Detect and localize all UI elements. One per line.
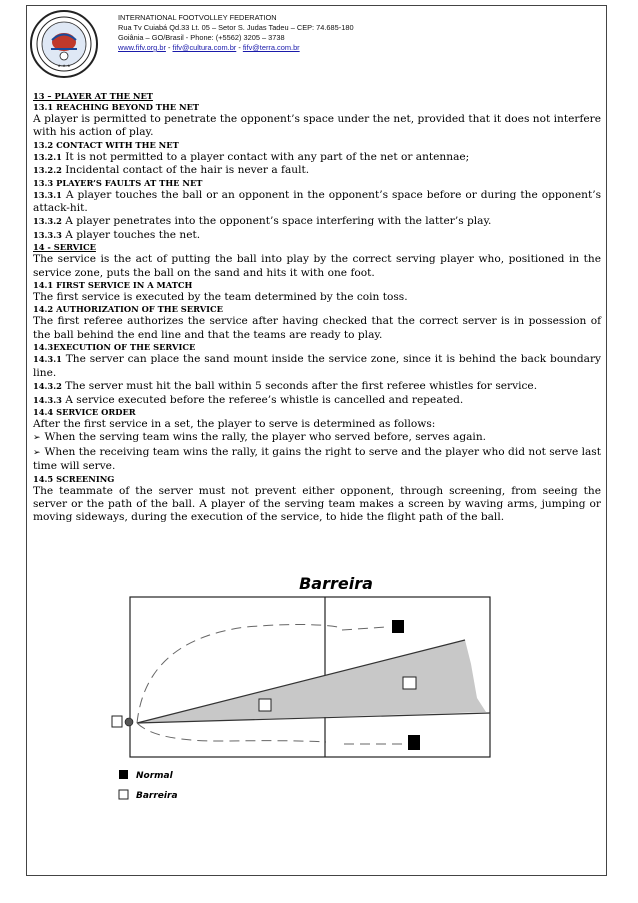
opponent-marker-top: [392, 620, 404, 633]
para-14-3-2: 14.3.2 The server must hit the ball within 5 seconds after the first referee whistles for service.: [33, 380, 538, 393]
opponent-marker-screened: [403, 677, 416, 689]
bullet-14-4-1: ➢ When the serving team wins the rally, the player who served before, serves again.: [33, 431, 601, 445]
heading-14-2: 14.2 AUTHORIZATION OF THE SERVICE: [33, 304, 223, 315]
para-13-2-1: 13.2.1 It is not permitted to a player contact with any part of the net or antennae;: [33, 150, 470, 163]
opponent-marker-bottom: [408, 735, 420, 750]
city-phone: Goiânia – GO/Brasil - Phone: (+5562) 3205 – 3738: [118, 33, 285, 42]
screening-teammate-marker: [259, 699, 271, 711]
heading-14: 14 - SERVICE: [33, 242, 96, 253]
heading-14-4: 14.4 SERVICE ORDER: [33, 406, 136, 417]
address: Rua Tv Cuiabá Qd.33 Lt. 05 – Setor S. Judas Tadeu – CEP: 74.685-180: [118, 23, 354, 32]
para-14-2: The first referee authorizes the service after having checked that the correct server is in possession of the ball behind the end line and that the teams are ready to play.: [33, 315, 601, 341]
diagram-title: Barreira: [299, 574, 373, 593]
org-name: INTERNATIONAL FOOTVOLLEY FEDERATION: [118, 13, 277, 22]
para-13-3-1: 13.3.1 A player touches the ball or an opponent in the opponent’s space before or during the opponent’s attack-hit.: [33, 188, 601, 215]
para-14-1: The first service is executed by the team determined by the coin toss.: [33, 291, 408, 304]
ball-icon: [125, 718, 133, 726]
server-player-marker: [112, 716, 122, 727]
legend-normal-swatch: [119, 770, 128, 779]
federation-logo: [29, 9, 99, 79]
heading-13-3: 13.3 PLAYER’S FAULTS AT THE NET: [33, 177, 203, 188]
legend-barreira-label: Barreira: [136, 791, 178, 801]
heading-14-1: 14.1 FIRST SERVICE IN A MATCH: [33, 280, 193, 291]
heading-14-3: 14.3EXECUTION OF THE SERVICE: [33, 342, 196, 353]
heading-13: 13 – PLAYER AT THE NET: [33, 91, 153, 101]
para-13-2-2: 13.2.2 Incidental contact of the hair is never a fault.: [33, 164, 310, 177]
para-14-5: The teammate of the server must not prevent either opponent, through screening, from seeing the server or the path of the ball. A player of the serving team makes a screen by waving arms, jumping or moving sideways, during the execution of the service, to hide the flight path of the ball.: [33, 484, 601, 524]
bullet-14-4-2: ➢ When the receiving team wins the rally, it gains the right to serve and the player who did not serve last time will serve.: [33, 446, 601, 474]
para-13-1: A player is permitted to penetrate the opponent’s space under the net, provided that it does not interfere with his action of play.: [33, 113, 601, 139]
email-link-terra[interactable]: fifv@terra.com.br: [242, 43, 300, 52]
para-14-3-3: 14.3.3 A service executed before the referee’s whistle is cancelled and repeated.: [33, 393, 464, 406]
site-link[interactable]: www.fifv.org.br: [118, 43, 166, 52]
email-link-cultura[interactable]: fifv@cultura.com.br: [172, 43, 237, 52]
rules-text: [33, 91, 601, 525]
para-13-3-3: 13.3.3 A player touches the net.: [33, 228, 201, 241]
heading-14-5: 14.5 SCREENING: [33, 473, 115, 484]
para-13-3-2: 13.3.2 A player penetrates into the opponent’s space interfering with the latter’s play.: [33, 215, 492, 228]
heading-13-1: 13.1 REACHING BEYOND THE NET: [33, 102, 200, 112]
links-line: www.fifv.org.br - fifv@cultura.com.br - fifv@terra.com.br: [118, 43, 300, 52]
screening-diagram: [106, 570, 516, 810]
para-14-4: After the first service in a set, the player to serve is determined as follows:: [33, 417, 436, 430]
para-14-3-1: 14.3.1 The server can place the sand mount inside the service zone, since it is behind the back boundary line.: [33, 353, 601, 379]
letterhead: [118, 13, 354, 53]
legend-barreira-swatch: [119, 790, 128, 799]
legend-normal-label: Normal: [136, 771, 173, 781]
heading-13-2: 13.2 CONTACT WITH THE NET: [33, 139, 179, 150]
para-14: The service is the act of putting the ball into play by the correct serving player who, positioned in the service zone, puts the ball on the sand and hits it with one foot.: [33, 253, 601, 279]
svg-text:★ ★ ★: ★ ★ ★: [57, 63, 71, 68]
